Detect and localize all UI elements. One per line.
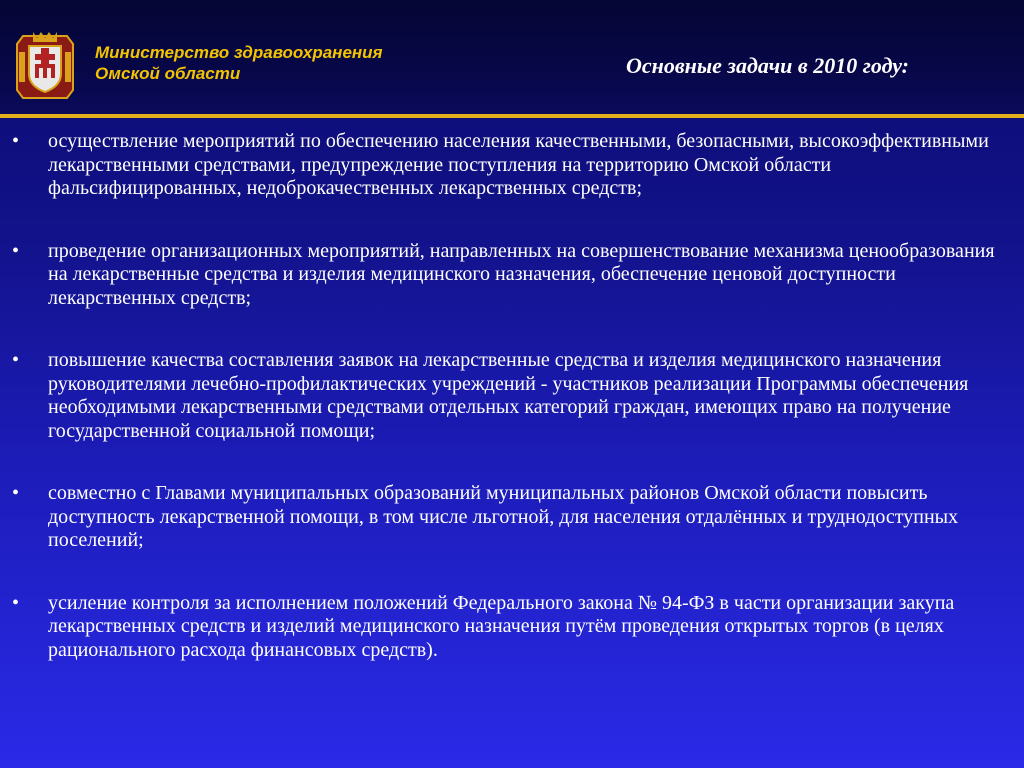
list-item	[0, 592, 1024, 663]
bullet-icon: •	[12, 591, 20, 614]
list-item	[0, 130, 1024, 201]
list-item	[0, 349, 1024, 443]
header-bar	[0, 0, 1024, 114]
task-list	[0, 130, 1024, 662]
slide-title: Основные задачи в 2010 году:	[625, 53, 909, 78]
header-divider	[0, 114, 1024, 118]
ministry-name-line2: Омской области	[95, 64, 241, 83]
task-text: совместно с Главами муниципальных образований муниципальных районов Омской области повысить доступность лекарственной помощи, в том числе льготной, для населения отдалённых и труднодоступных поселений;	[48, 482, 959, 551]
omsk-coat-of-arms-icon	[13, 30, 77, 102]
bullet-icon: •	[12, 349, 20, 371]
ministry-name-line1: Министерство здравоохранения	[95, 43, 383, 62]
task-text: осуществление мероприятий по обеспечению населения качественными, безопасными, высокоэффективными лекарственными средствами, предупреждение поступления на территорию Омской области фальсифицированных, недоброкачественных лекарственных средств;	[48, 130, 989, 199]
bullet-icon: •	[12, 239, 20, 262]
ministry-name	[95, 42, 383, 84]
task-text: повышение качества составления заявок на лекарственные средства и изделия медицинского назначения руководителями лечебно-профилактических учреждений - участников реализации Программы обеспечения необходимыми лекарственными средствами отдельных категорий граждан, имеющих право на получение государственной социальной помощи;	[48, 349, 969, 442]
list-item	[0, 240, 1024, 311]
bullet-icon: •	[12, 130, 20, 152]
list-item	[0, 482, 1024, 553]
task-text: усиление контроля за исполнением положений Федерального закона № 94-ФЗ в части организации закупа лекарственных средств и изделий медицинского назначения путём проведения открытых торгов (в целях рационального расхода финансовых средств).	[48, 591, 955, 661]
bullet-icon: •	[12, 482, 20, 504]
task-text: проведение организационных мероприятий, направленных на совершенствование механизма ценообразования на лекарственные средства и изделия медицинского назначения, обеспечение ценовой доступности лекарственных средств;	[48, 239, 995, 309]
